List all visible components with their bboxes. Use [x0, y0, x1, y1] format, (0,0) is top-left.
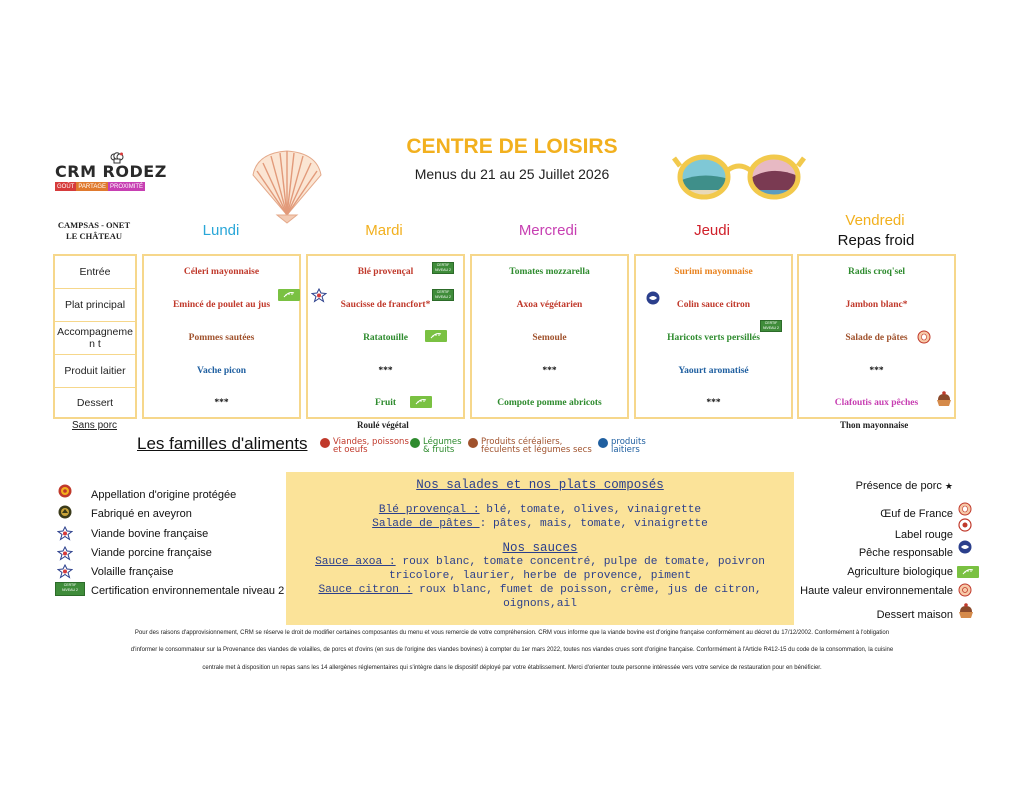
hve-level2-icon: CERTIF NIVEAU 2: [432, 262, 454, 274]
hve-level2-icon: CERTIF NIVEAU 2: [432, 289, 454, 301]
footer-line: d'informer le consommateur sur la Provenance des viandes de volailles, de porcs et d'ovins (en sus de l'origine des viandes bovines) à compter du 1er mars 2022, toutes nos viandes crues sont d'origine française. Conformément à l'Article R412-15 du code de la consommation, la cuisine: [130, 647, 894, 653]
dish-plat: Emincé de poulet au jus: [172, 300, 271, 310]
salad-item: Blé provençal : blé, tomate, olives, vinaigrette: [378, 504, 702, 516]
dish-produit-laitier: ***: [542, 366, 557, 376]
aop-icon: [58, 484, 72, 498]
day-title-lundi: Lundi: [202, 222, 240, 239]
category-column: [53, 254, 137, 419]
logo-name: CRM RODEZ: [55, 162, 167, 181]
site-name: [48, 220, 140, 242]
french-egg-icon: [917, 330, 931, 344]
dish-produit-laitier: ***: [869, 366, 884, 376]
sauce-item-cont: oignons,ail: [503, 598, 577, 610]
star-icon: ★: [944, 481, 953, 491]
organic-icon: [957, 566, 979, 578]
dish-produit-laitier: ***: [378, 366, 393, 376]
seashell-illustration: [247, 145, 327, 225]
salads-title: Nos salades et nos plats composés: [416, 478, 664, 492]
dish-plat: Axoa végétarien: [516, 300, 583, 310]
dish-plat: Saucisse de francfort*: [340, 300, 431, 310]
legend-hve: Haute valeur environnementale: [800, 585, 953, 597]
note-mardi: Roulé végétal: [357, 420, 409, 430]
category-dessert: Dessert: [76, 396, 114, 409]
dish-dessert: ***: [214, 398, 229, 408]
day-box-vendredi: [797, 254, 956, 419]
legend-responsible-fishing: Pêche responsable: [858, 547, 953, 559]
family-vegetables-fruits: [410, 438, 462, 454]
french-pork-icon: [311, 288, 327, 303]
organic-icon: [410, 396, 432, 408]
dish-produit-laitier: Vache picon: [196, 366, 246, 376]
french-poultry-icon: [57, 564, 73, 579]
legend-label-rouge: Label rouge: [894, 529, 953, 541]
dish-entree: Blé provençal: [357, 267, 414, 277]
legend-homemade-dessert: Dessert maison: [876, 609, 953, 621]
family-label: féculents et légumes secs: [481, 445, 592, 455]
page-subtitle: Menus du 21 au 25 Juillet 2026: [414, 166, 610, 182]
legend-env-certification: Certification environnementale niveau 2: [91, 585, 285, 597]
family-label: produits: [611, 437, 646, 447]
family-meat-fish-eggs: [320, 438, 409, 454]
hve-level2-icon: CERTIF NIVEAU 2: [55, 582, 85, 596]
legend-organic: Agriculture biologique: [847, 566, 953, 578]
french-egg-icon: [958, 502, 972, 516]
legend-pork-presence: Présence de porc ★: [855, 480, 953, 492]
homemade-dessert-icon: [935, 390, 953, 408]
day-box-mardi: [306, 254, 465, 419]
page-title: CENTRE DE LOISIRS: [406, 135, 618, 158]
dish-accompagnement: Haricots verts persillés: [667, 333, 760, 343]
organic-icon: [278, 289, 300, 301]
day-box-jeudi: [634, 254, 793, 419]
legend-french-poultry: Volaille française: [91, 566, 174, 578]
homemade-dessert-icon: [957, 602, 975, 620]
dairy-dot-icon: [598, 438, 608, 448]
food-families-title: Les familles d'aliments: [137, 434, 308, 453]
site-name-line: CAMPSAS - ONET: [57, 220, 131, 230]
dish-dessert: Compote pomme abricots: [497, 398, 602, 408]
dish-plat: Colin sauce citron: [676, 300, 751, 310]
hve-level2-icon: CERTIF NIVEAU 2: [760, 320, 782, 332]
vegetable-dot-icon: [410, 438, 420, 448]
footer-line: centrale met à disposition un repas sans les 14 allergènes réglementaires qui s'intègre dans le dispositif déployé par votre établissement. Merci d'orienter toute personne intéressée vers votre service de restauration pour en bénéficier.: [202, 665, 822, 671]
category-entree: Entrée: [79, 266, 111, 278]
dish-dessert: Fruit: [374, 398, 397, 408]
day-title-mardi: Mardi: [365, 222, 403, 239]
family-dairy: [598, 438, 646, 454]
day-title-vendredi: Vendredi: [845, 212, 905, 229]
family-label: laitiers: [611, 445, 640, 455]
day-subtitle-vendredi: Repas froid: [837, 232, 915, 249]
family-label: & fruits: [423, 445, 455, 455]
sunglasses-illustration: [672, 152, 807, 202]
sauce-item: Sauce axoa : roux blanc, tomate concentré, pulpe de tomate, poivron: [315, 556, 765, 568]
family-label: et oeufs: [333, 445, 368, 455]
dish-dessert: Clafoutis aux pêches: [834, 398, 919, 408]
note-vendredi: Thon mayonnaise: [840, 420, 909, 430]
hve-icon: [958, 583, 972, 597]
family-cereals-starches: [468, 438, 592, 454]
cereal-dot-icon: [468, 438, 478, 448]
logo: [55, 162, 170, 191]
recipes-panel: [286, 472, 794, 625]
logo-tag: PROXIMITÉ: [110, 183, 144, 190]
dish-entree: Tomates mozzarella: [509, 267, 590, 277]
french-beef-icon: [57, 526, 73, 541]
sauce-item-cont: tricolore, laurier, herbe de provence, piment: [388, 570, 692, 582]
french-pork-icon: [57, 546, 73, 561]
dish-accompagnement: Salade de pâtes: [845, 333, 908, 343]
logo-tag: GOÛT: [57, 183, 75, 190]
family-label: Produits céréaliers,: [481, 437, 563, 447]
dish-dessert: ***: [706, 398, 721, 408]
category-accompagnement: Accompagnemen t: [57, 326, 133, 350]
family-label: Viandes, poissons: [333, 437, 409, 447]
legend-aveyron: Fabriqué en aveyron: [91, 508, 192, 520]
legend-french-pork: Viande porcine française: [91, 547, 212, 559]
day-box-mercredi: [470, 254, 629, 419]
dish-accompagnement: Pommes sautées: [188, 333, 255, 343]
organic-icon: [425, 330, 447, 342]
footer-line: Pour des raisons d'approvisionnement, CRM se réserve le droit de modifier certaines composantes du menu et vous remercie de votre compréhension. CRM vous informe que la viande bovine est d'origine française conformément au décret du 17/12/2002. Conformément à l'obligation: [134, 630, 890, 636]
day-title-jeudi: Jeudi: [694, 222, 730, 239]
meat-dot-icon: [320, 438, 330, 448]
salad-item: Salade de pâtes : pâtes, mais, tomate, vinaigrette: [372, 518, 708, 530]
dish-produit-laitier: Yaourt aromatisé: [678, 366, 749, 376]
dish-plat: Jambon blanc*: [845, 300, 908, 310]
dish-accompagnement: Ratatouille: [363, 333, 408, 343]
category-plat-principal: Plat principal: [64, 299, 126, 311]
responsible-fishing-icon: [958, 540, 972, 554]
legend-egg-france: Œuf de France: [880, 508, 953, 520]
dish-entree: Radis croq'sel: [847, 267, 906, 277]
day-title-mercredi: Mercredi: [518, 222, 578, 239]
day-box-lundi: [142, 254, 301, 419]
sauce-item: Sauce citron : roux blanc, fumet de poisson, crème, jus de citron,: [318, 584, 762, 596]
site-name-line: LE CHÂTEAU: [66, 231, 122, 241]
logo-tag: PARTAGE: [78, 183, 107, 190]
dish-entree: Céleri mayonnaise: [183, 267, 260, 277]
dish-accompagnement: Semoule: [532, 333, 567, 343]
label-rouge-icon: [958, 518, 972, 533]
sauces-title: Nos sauces: [502, 541, 578, 555]
category-produit-laitier: Produit laitier: [64, 365, 126, 377]
logo-tagline: [55, 182, 170, 191]
note-lundi: Sans porc: [72, 420, 118, 431]
legend-aop: Appellation d'origine protégée: [91, 489, 237, 501]
legend-french-beef: Viande bovine française: [91, 528, 209, 540]
family-label: Légumes: [423, 437, 462, 447]
aveyron-icon: [58, 505, 72, 519]
dish-entree: Surimi mayonnaise: [674, 267, 753, 277]
